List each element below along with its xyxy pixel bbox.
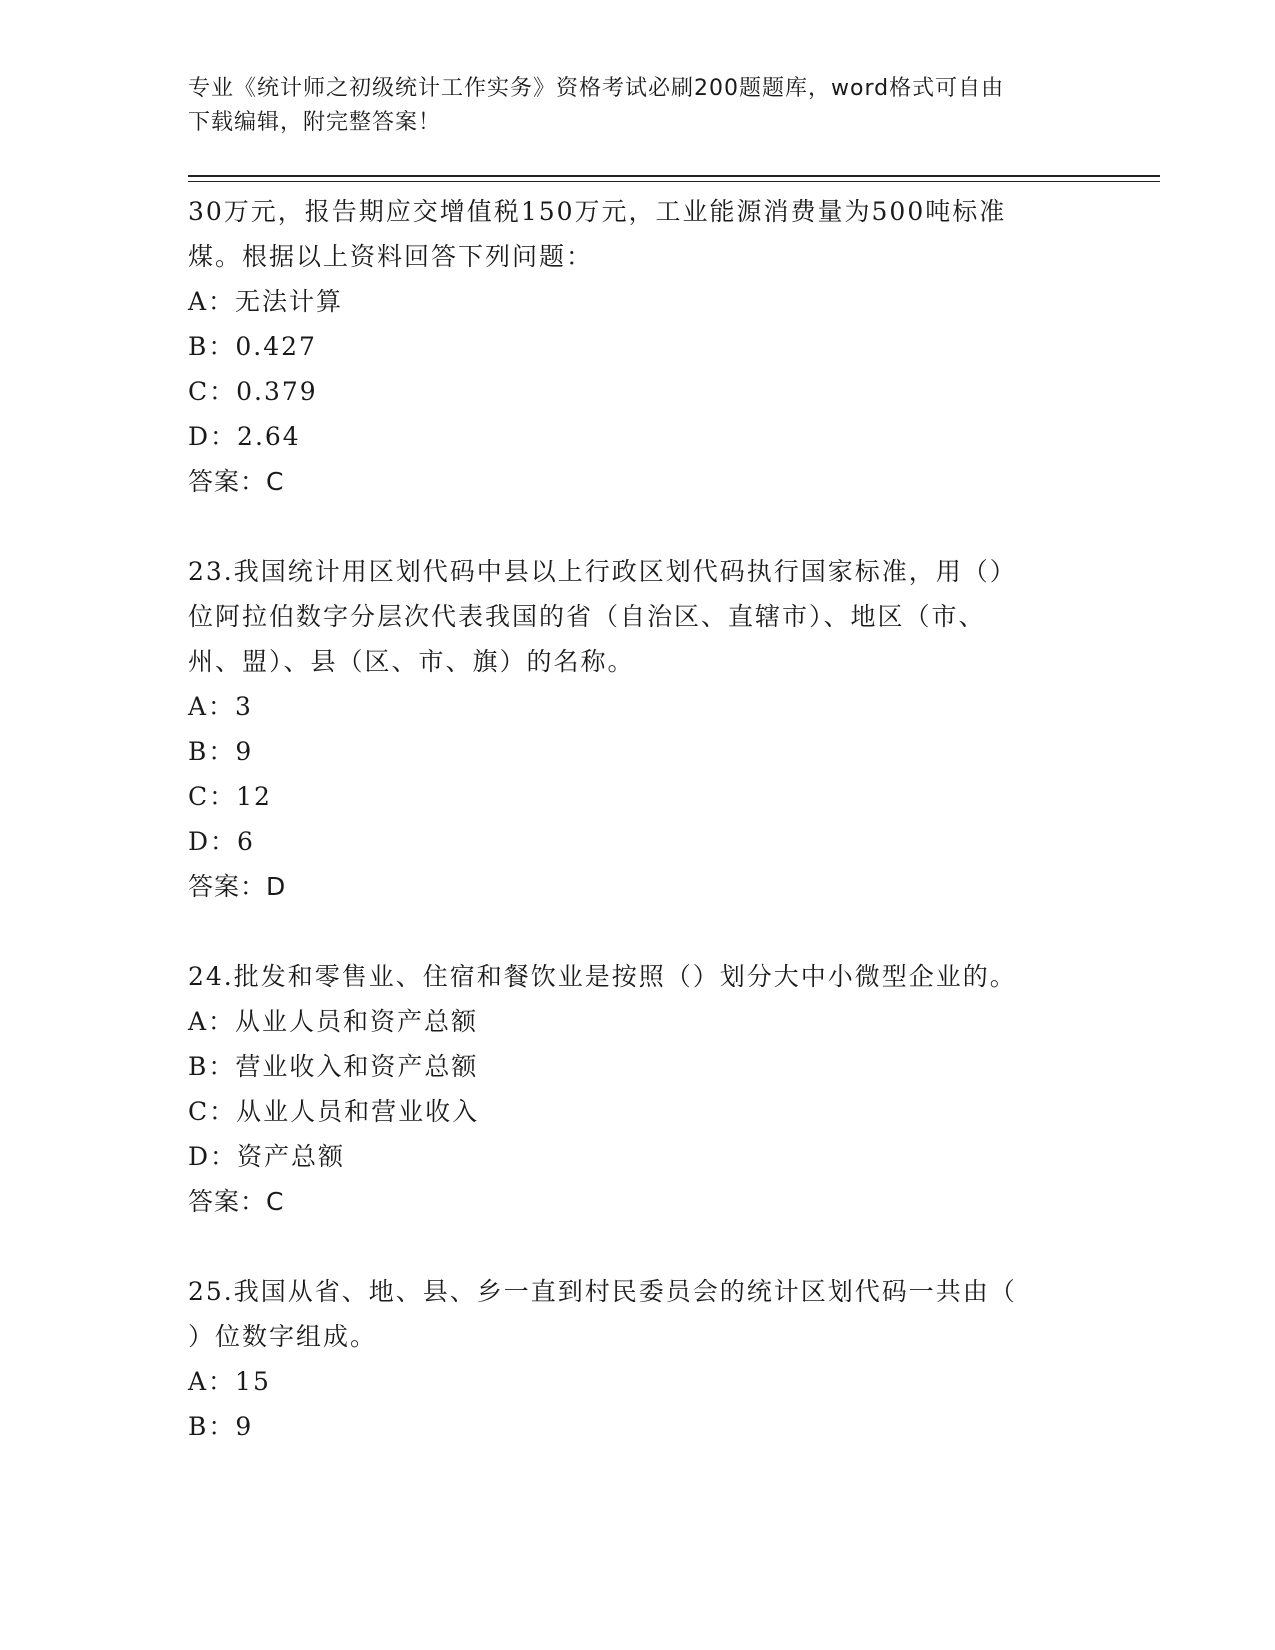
option-b: B：9: [188, 737, 254, 766]
header-rule-thin: [188, 181, 1160, 182]
option-d: D：资产总额: [188, 1142, 346, 1171]
question-25: [188, 1269, 1068, 1449]
answer-line: 答案：C: [188, 467, 285, 496]
question-stem-line: 州、盟）、县（区、市、旗）的名称。: [188, 647, 635, 676]
question-stem-line: 25.我国从省、地、县、乡一直到村民委员会的统计区划代码一共由（: [188, 1277, 1017, 1306]
header-line-1: 专业《统计师之初级统计工作实务》资格考试必刷200题题库，word格式可自由: [188, 76, 1005, 101]
question-content: [188, 189, 1068, 1449]
question-stem-line: 24.批发和零售业、住宿和餐饮业是按照（）划分大中小微型企业的。: [188, 962, 1017, 991]
question-24: [188, 954, 1068, 1224]
option-b: B：0.427: [188, 332, 317, 361]
option-d: D：2.64: [188, 422, 301, 451]
question-stem-line: 30万元，报告期应交增值税150万元，工业能源消费量为500吨标准: [188, 197, 1007, 226]
question-stem-line: 煤。根据以上资料回答下列问题：: [188, 242, 594, 271]
option-b: B：营业收入和资产总额: [188, 1052, 479, 1081]
question-22: [188, 189, 1068, 504]
option-a: A：无法计算: [188, 287, 344, 316]
spacer: [188, 1224, 1068, 1269]
answer-line: 答案：D: [188, 872, 287, 901]
option-c: C：0.379: [188, 377, 318, 406]
option-a: A：从业人员和资产总额: [188, 1007, 479, 1036]
option-b: B：9: [188, 1412, 254, 1441]
header-line-2: 下载编辑，附完整答案！: [188, 110, 442, 135]
option-a: A：3: [188, 692, 253, 721]
page-header: [188, 72, 1068, 140]
question-stem-line: 位阿拉伯数字分层次代表我国的省（自治区、直辖市）、地区（市、: [188, 602, 986, 631]
answer-line: 答案：C: [188, 1187, 285, 1216]
option-d: D：6: [188, 827, 255, 856]
option-c: C：从业人员和营业收入: [188, 1097, 480, 1126]
option-c: C：12: [188, 782, 272, 811]
question-stem-line: 23.我国统计用区划代码中县以上行政区划代码执行国家标准，用（）: [188, 557, 1017, 586]
header-rule-thick: [188, 175, 1160, 177]
option-a: A：15: [188, 1367, 271, 1396]
spacer: [188, 909, 1068, 954]
question-stem-line: ）位数字组成。: [188, 1322, 378, 1351]
question-23: [188, 549, 1068, 909]
spacer: [188, 504, 1068, 549]
